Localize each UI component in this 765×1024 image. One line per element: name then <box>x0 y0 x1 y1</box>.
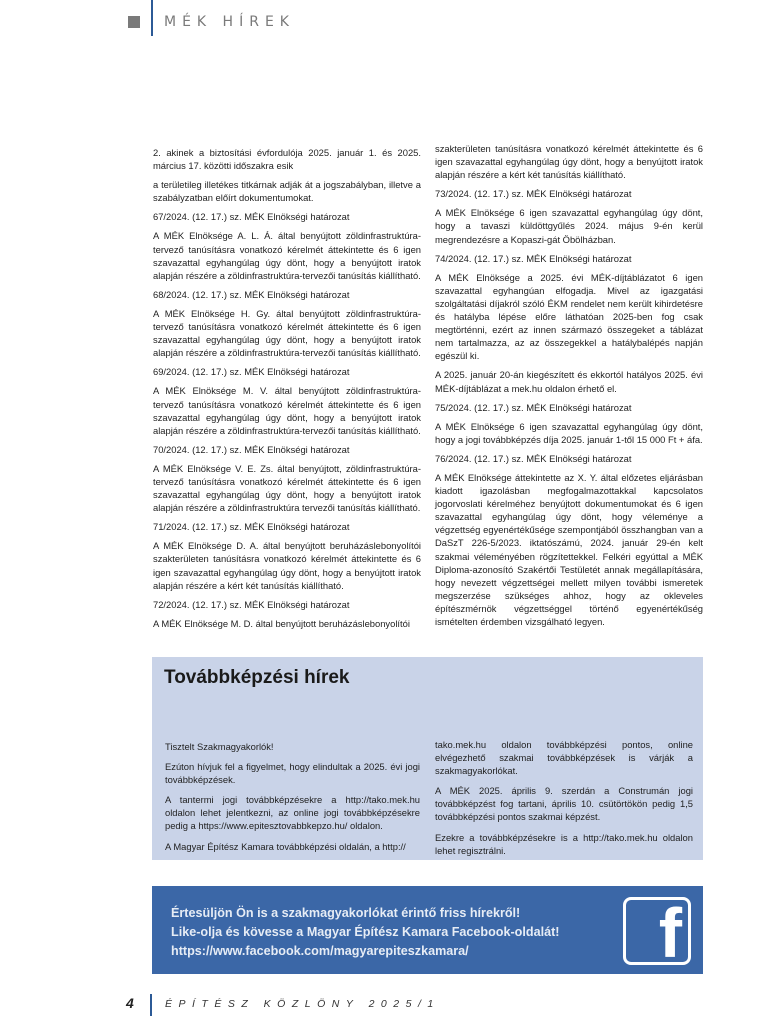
paragraph: A MÉK Elnöksége 6 igen szavazattal egyhangúlag úgy dönt, hogy a jogi továbbképzés díja 2025. január 1-től 15 000 Ft + áfa. <box>435 420 703 445</box>
resolution-heading: 73/2024. (12. 17.) sz. MÉK Elnökségi határozat <box>435 188 632 200</box>
paragraph: A Magyar Építész Kamara továbbképzési oldalán, a http:// <box>165 840 406 852</box>
paragraph: A MÉK Elnöksége a 2025. évi MÉK-díjtáblázatot 6 igen szavazattal egyhangúan elfogadja. Mivel az igazgatási szolgáltatási díjakról szóló ÉKM rendelet nem került kihirdetésre és hatályba lépése előre láthatóan 2025-ben fog csak megtörténni, ezért az innen származó összegeket a táblázat nem tartalmazza, az az összegekkel a hatálybalépés napján egészül ki. <box>435 271 703 362</box>
paragraph: szakterületen tanúsításra vonatkozó kérelmét áttekintette és 6 igen szavazattal egyhangúlag úgy dönt, hogy a benyújtott iratok alapján részére a kért két tanúsítás kiállítható. <box>435 143 703 181</box>
facebook-icon[interactable] <box>623 894 691 972</box>
resolution-heading: 71/2024. (12. 17.) sz. MÉK Elnökségi határozat <box>153 521 350 533</box>
paragraph: a területileg illetékes titkárnak adják át a jogszabályban, illetve a szabályzatban előírt dokumentumokat. <box>153 179 421 204</box>
paragraph: tako.mek.hu oldalon továbbképzési pontos, online elvégezhető szakmai továbbképzések is várják a szakmagyakorlókat. <box>435 739 693 777</box>
header-divider <box>151 0 153 36</box>
header-square <box>128 16 140 28</box>
paragraph: A MÉK Elnöksége D. A. által benyújtott beruházáslebonyolítói szakterületen tanúsításra vonatkozó kérelmét áttekintette és 6 igen szavazattal egyhangúlag úgy dönt, hogy a benyújtott iratok alapján részére a kért két tanúsítás kiállítható. <box>153 540 421 591</box>
paragraph: A MÉK Elnöksége áttekintette az X. Y. által előzetes eljárásban kiadott igazolásban megfogalmazottakkal kapcsolatos jogorvoslati kérelméhez benyújtott dokumentumokat és 6 igen szavazattal egyhangúlag úgy dönt, hogy véleménye a végzettség egyenértékűsége szempontjából összhangban van a DaSzT 226-5/2023. iktatószámú, 2024. január 29-én kelt szakmai véleményében rögzítettekkel. Felkéri egyúttal a MÉK Diploma-azonosító Szakértői Testületét annak megállapítására, hogy nevezett végzettségei mellett milyen további ismeretek megszerzése szükséges ahhoz, hogy az okleveles építészmérnök végzettséggel történő egyenértékűség ismételten érdemben vizsgálható legyen. <box>435 471 703 627</box>
resolution-heading: 74/2024. (12. 17.) sz. MÉK Elnökségi határozat <box>435 252 632 264</box>
facebook-link[interactable]: https://www.facebook.com/magyarepiteszkamara/ <box>171 944 469 958</box>
training-news-box <box>152 657 703 860</box>
resolution-heading: 72/2024. (12. 17.) sz. MÉK Elnökségi határozat <box>153 598 350 610</box>
paragraph: A MÉK Elnöksége H. Gy. által benyújtott zöldinfrastruktúra-tervező tanúsításra vonatkozó kérelmét áttekintette és 6 igen szavazattal egyhangúlag úgy dönt, hogy a benyújtott iratok alapján részére a zöldinfrastruktúra-tervezői tanúsítás kiállítható. <box>153 307 421 359</box>
resolution-heading: 76/2024. (12. 17.) sz. MÉK Elnökségi határozat <box>435 452 632 464</box>
paragraph: 2. akinek a biztosítási évfordulója 2025. január 1. és 2025. március 17. közötti időszakra esik <box>153 147 421 172</box>
facebook-line-2: Like-olja és kövesse a Magyar Építész Kamara Facebook-oldalát! <box>171 925 560 939</box>
resolution-heading: 70/2024. (12. 17.) sz. MÉK Elnökségi határozat <box>153 443 350 455</box>
facebook-text <box>171 904 559 961</box>
facebook-logo-letter: f <box>658 894 682 972</box>
paragraph: A MÉK 2025. április 9. szerdán a Construmán jogi továbbképzést fog tartani, április 10. csütörtökön pedig 1,5 továbbképzési pontos szakmai képzést. <box>435 785 693 823</box>
training-news-right <box>435 738 693 864</box>
paragraph: Tisztelt Szakmagyakorlók! <box>165 741 274 752</box>
resolution-heading: 69/2024. (12. 17.) sz. MÉK Elnökségi határozat <box>153 366 350 378</box>
paragraph: A MÉK Elnöksége V. E. Zs. által benyújtott, zöldinfrastruktúra-tervező tanúsításra vonatkozó kérelmét áttekintette és 6 igen szavazattal egyhangúlag úgy dönt, hogy a benyújtott iratok alapján részére a zöldinfrastruktúra tervezői tanúsítás kiállítható. <box>153 462 421 514</box>
left-column <box>153 146 421 636</box>
section-title: MÉK HÍREK <box>164 14 295 30</box>
publication-title: ÉPÍTÉSZ KÖZLÖNY 2025/1 <box>165 998 440 1010</box>
facebook-banner[interactable] <box>152 886 703 974</box>
resolution-heading: 67/2024. (12. 17.) sz. MÉK Elnökségi határozat <box>153 211 350 223</box>
right-column <box>435 142 703 634</box>
paragraph: A MÉK Elnöksége 6 igen szavazattal egyhangúlag úgy dönt, hogy a tavaszi küldöttgyűlés 2024. május 9-én kerül megrendezésre a Kopaszi-gát Öbölházban. <box>435 207 703 245</box>
paragraph: A 2025. január 20-án kiegészített és ekkortól hatályos 2025. évi MÉK-díjtáblázat a mek.hu oldalon érhető el. <box>435 369 703 394</box>
training-news-title: Továbbképzési hírek <box>164 667 350 688</box>
paragraph: Ezekre a továbbképzésekre is a http://tako.mek.hu oldalon lehet regisztrálni. <box>435 831 693 856</box>
page-number: 4 <box>126 995 134 1011</box>
facebook-line-1: Értesüljön Ön is a szakmagyakorlókat érintő friss hírekről! <box>171 906 521 920</box>
paragraph: Ezúton hívjuk fel a figyelmet, hogy elindultak a 2025. évi jogi továbbképzések. <box>165 761 420 786</box>
resolution-heading: 68/2024. (12. 17.) sz. MÉK Elnökségi határozat <box>153 288 350 300</box>
paragraph: A MÉK Elnöksége M. D. által benyújtott beruházáslebonyolítói <box>153 617 410 629</box>
paragraph: A MÉK Elnöksége A. L. Á. által benyújtott zöldinfrastruktúra-tervező tanúsításra vonatkozó kérelmét áttekintette és 6 igen szavazattal egyhangúlag úgy dönt, hogy a benyújtott iratok alapján részére a zöldinfrastruktúra-tervezői tanúsítás kiállítható. <box>153 230 421 281</box>
footer-divider <box>150 994 152 1016</box>
paragraph: A MÉK Elnöksége M. V. által benyújtott zöldinfrastruktúra-tervező tanúsításra vonatkozó kérelmét áttekintette és 6 igen szavazattal egyhangúlag úgy dönt, hogy a benyújtott iratok alapján részére a zöldinfrastruktúra-tervezői tanúsítás kiállítható. <box>153 385 421 436</box>
resolution-heading: 75/2024. (12. 17.) sz. MÉK Elnökségi határozat <box>435 401 632 413</box>
training-news-left <box>165 740 420 860</box>
paragraph: A tantermi jogi továbbképzésekre a http://tako.mek.hu oldalon lehet jelentkezni, az online jogi továbbképzésekre pedig a https://www.epitesztovabbkepzo.hu/ oldalon. <box>165 794 420 832</box>
